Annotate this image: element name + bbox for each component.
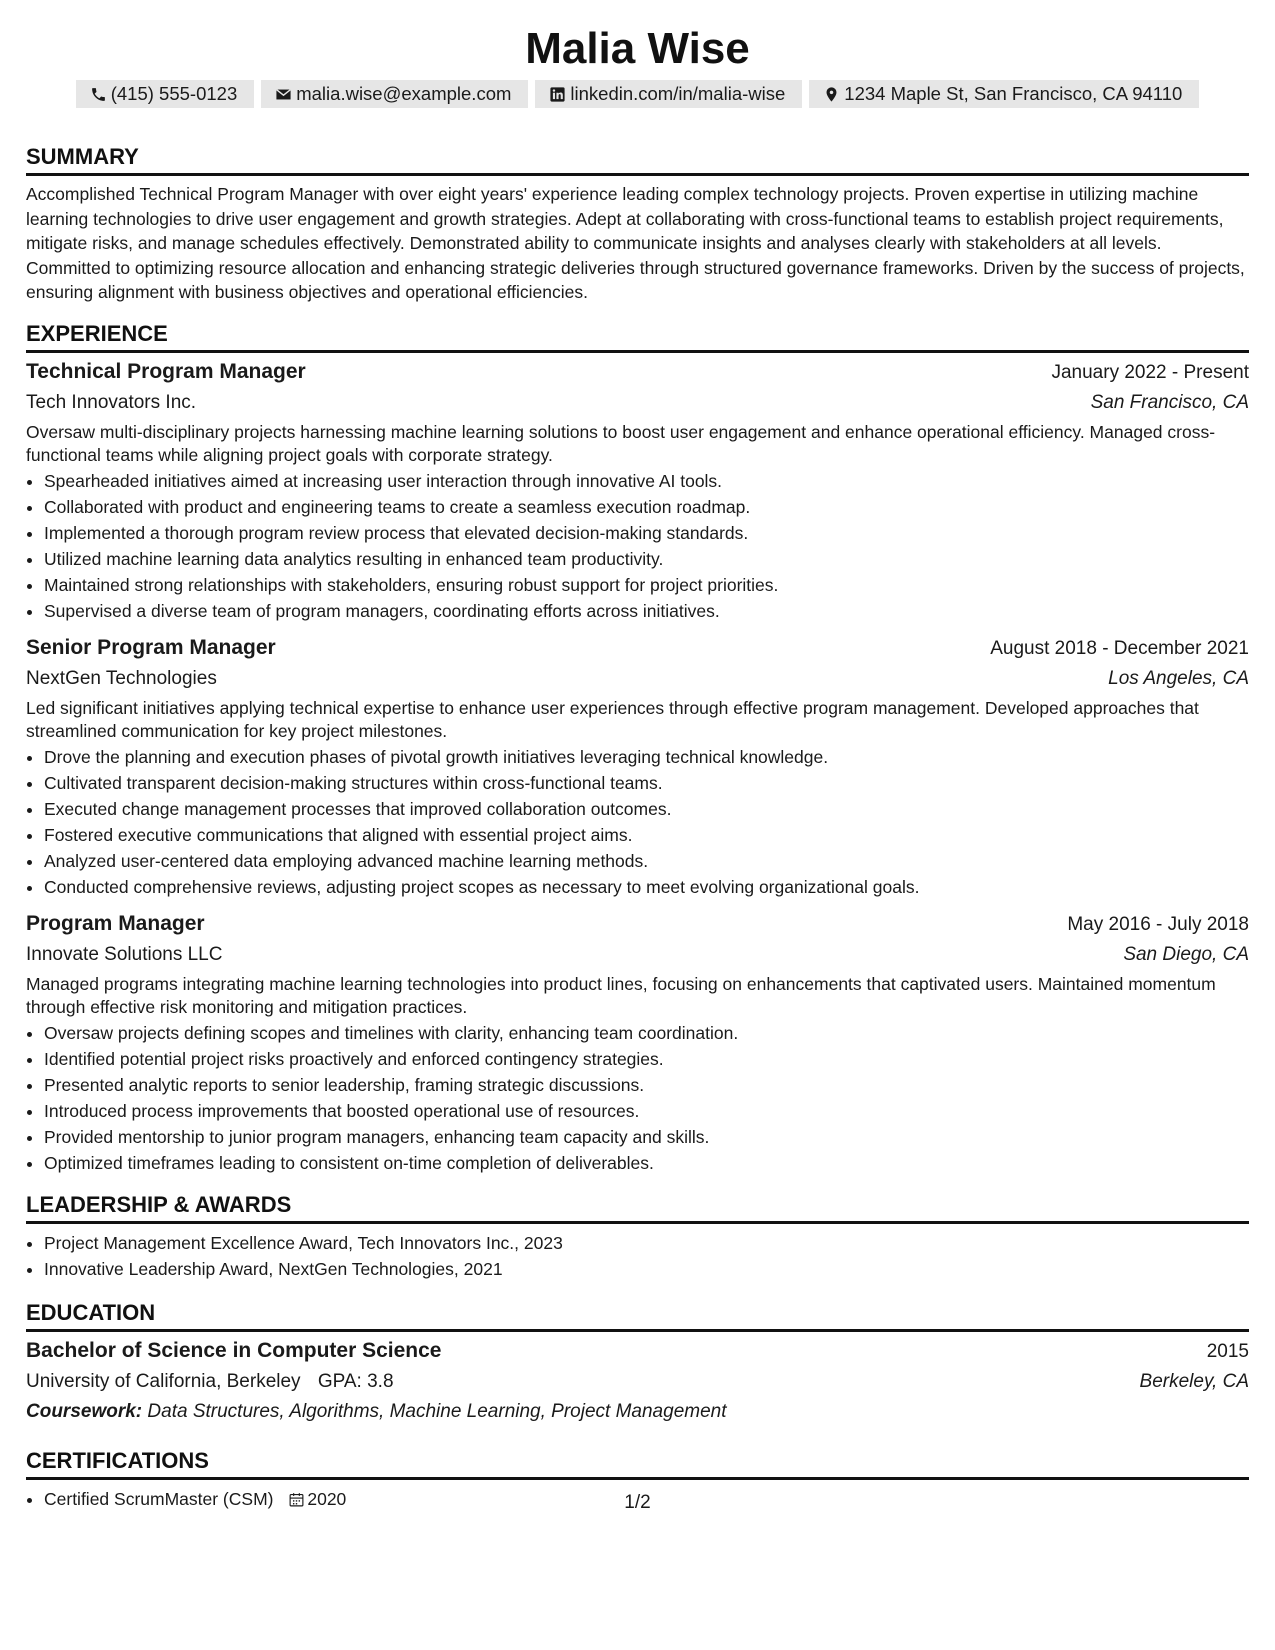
job-summary: Led significant initiatives applying technical expertise to enhance user experiences through effective program management. Developed approaches that streamlined communication for key project milestones.: [26, 697, 1199, 742]
candidate-name: Malia Wise: [525, 24, 750, 73]
phone-chip: [76, 80, 255, 108]
gpa: GPA: 3.8: [317, 1370, 394, 1392]
linkedin-icon: [549, 86, 566, 103]
summary-section: [26, 144, 1249, 305]
list-item: • Presented analytic reports to senior leadership, framing strategic discussions.: [44, 1072, 1249, 1098]
job-summary: Managed programs integrating machine learning technologies into product lines, focusing on enhancements that captivated users. Maintained momentum through effective risk monitoring and mitigation practices.: [26, 973, 1216, 1018]
school-line: [26, 1368, 394, 1396]
list-item: • Oversaw projects defining scopes and timelines with clarity, enhancing team coordination.: [44, 1020, 1249, 1046]
coursework-list: Data Structures, Algorithms, Machine Learning, Project Management: [147, 1400, 727, 1422]
job-entry: [26, 910, 1249, 1176]
job-dates: August 2018 - December 2021: [990, 637, 1249, 659]
job-entry: [26, 358, 1249, 624]
list-item: • Supervised a diverse team of program managers, coordinating efforts across initiatives.: [44, 598, 1249, 624]
list-item: • Cultivated transparent decision-making structures within cross-functional teams.: [44, 770, 1249, 796]
list-item: • Project Management Excellence Award, Tech Innovators Inc., 2023: [44, 1230, 1249, 1256]
section-title-experience: EXPERIENCE: [26, 321, 1249, 353]
job-title: Technical Program Manager: [26, 359, 306, 383]
coursework-label: Coursework:: [26, 1400, 143, 1422]
job-company: Tech Innovators Inc.: [26, 391, 197, 413]
email-link[interactable]: malia.wise@example.com: [296, 83, 512, 104]
job-bullets: [26, 468, 1249, 624]
section-title-education: EDUCATION: [26, 1300, 1249, 1332]
graduation-year: 2015: [1206, 1340, 1249, 1362]
awards-list: [26, 1230, 1249, 1282]
list-item: • Optimized timeframes leading to consistent on-time completion of deliverables.: [44, 1150, 1249, 1176]
list-item: • Innovative Leadership Award, NextGen Technologies, 2021: [44, 1256, 1249, 1282]
contact-bar: [26, 80, 1249, 108]
job-company: NextGen Technologies: [26, 667, 217, 689]
envelope-icon: [275, 86, 292, 103]
list-item: • Conducted comprehensive reviews, adjusting project scopes as necessary to meet evolving organizational goals.: [44, 874, 1249, 900]
list-item: • Executed change management processes that improved collaboration outcomes.: [44, 796, 1249, 822]
list-item: • Identified potential project risks proactively and enforced contingency strategies.: [44, 1046, 1249, 1072]
education-section: [26, 1300, 1249, 1426]
certification-year: 2020: [307, 1488, 347, 1509]
linkedin-link[interactable]: linkedin.com/in/malia-wise: [570, 83, 786, 104]
resume-page: [26, 0, 1249, 1512]
list-item: • Drove the planning and execution phases of pivotal growth initiatives leveraging technical knowledge.: [44, 744, 1249, 770]
section-title-awards: LEADERSHIP & AWARDS: [26, 1192, 1249, 1224]
job-company: Innovate Solutions LLC: [26, 943, 223, 965]
linkedin-chip[interactable]: [535, 80, 802, 108]
list-item: • Introduced process improvements that boosted operational use of resources.: [44, 1098, 1249, 1124]
address-chip: [809, 80, 1199, 108]
job-location: San Francisco, CA: [1090, 391, 1249, 413]
degree-title: Bachelor of Science in Computer Science: [26, 1338, 442, 1362]
list-item: • Utilized machine learning data analytics resulting in enhanced team productivity.: [44, 546, 1249, 572]
list-item: • Analyzed user-centered data employing advanced machine learning methods.: [44, 848, 1249, 874]
certification-name: Certified ScrumMaster (CSM): [44, 1488, 274, 1509]
coursework: [26, 1398, 1249, 1426]
summary-text: Accomplished Technical Program Manager with over eight years' experience leading complex technology projects. Proven expertise in utilizing machine learning technologies to drive user engagement and growth strategies. Adept at collaborating with cross-functional teams to establish project requirements, mitigate risks, and manage schedules effectively. Demonstrated ability to communicate insights and analyses clearly with stakeholders at all levels. Committed to optimizing resource allocation and enhancing strategic deliveries through structured governance frameworks. Driven by the success of projects, ensuring alignment with business objectives and operational efficiencies.: [26, 184, 1245, 303]
job-dates: January 2022 - Present: [1051, 361, 1249, 383]
page-number: 1/2: [624, 1492, 651, 1513]
section-title-certifications: CERTIFICATIONS: [26, 1448, 1249, 1480]
list-item: • Maintained strong relationships with stakeholders, ensuring robust support for project priorities.: [44, 572, 1249, 598]
job-dates: May 2016 - July 2018: [1067, 913, 1249, 935]
phone-text: (415) 555-0123: [110, 83, 238, 104]
phone-icon: [90, 86, 107, 103]
school-location: Berkeley, CA: [1139, 1370, 1249, 1392]
job-title: Senior Program Manager: [26, 635, 276, 659]
job-bullets: [26, 1020, 1249, 1176]
email-chip[interactable]: [261, 80, 528, 108]
job-summary: Oversaw multi-disciplinary projects harnessing machine learning solutions to boost user engagement and enhance operational efficiency. Managed cross-functional teams while aligning project goals with corporate strategy.: [26, 421, 1216, 466]
job-location: Los Angeles, CA: [1108, 667, 1249, 689]
list-item: • Spearheaded initiatives aimed at increasing user interaction through innovative AI tools.: [44, 468, 1249, 494]
experience-section: [26, 321, 1249, 1176]
list-item: • Implemented a thorough program review process that elevated decision-making standards.: [44, 520, 1249, 546]
section-title-summary: SUMMARY: [26, 144, 1249, 176]
map-marker-icon: [823, 86, 840, 103]
job-entry: [26, 634, 1249, 900]
job-title: Program Manager: [26, 911, 205, 935]
awards-section: [26, 1192, 1249, 1282]
list-item: • Collaborated with product and engineering teams to create a seamless execution roadmap.: [44, 494, 1249, 520]
job-location: San Diego, CA: [1123, 943, 1249, 965]
address-text: 1234 Maple St, San Francisco, CA 94110: [844, 83, 1183, 104]
school-name: University of California, Berkeley: [26, 1370, 301, 1392]
list-item: • Fostered executive communications that aligned with essential project aims.: [44, 822, 1249, 848]
job-bullets: [26, 744, 1249, 900]
list-item: • Provided mentorship to junior program managers, enhancing team capacity and skills.: [44, 1124, 1249, 1150]
